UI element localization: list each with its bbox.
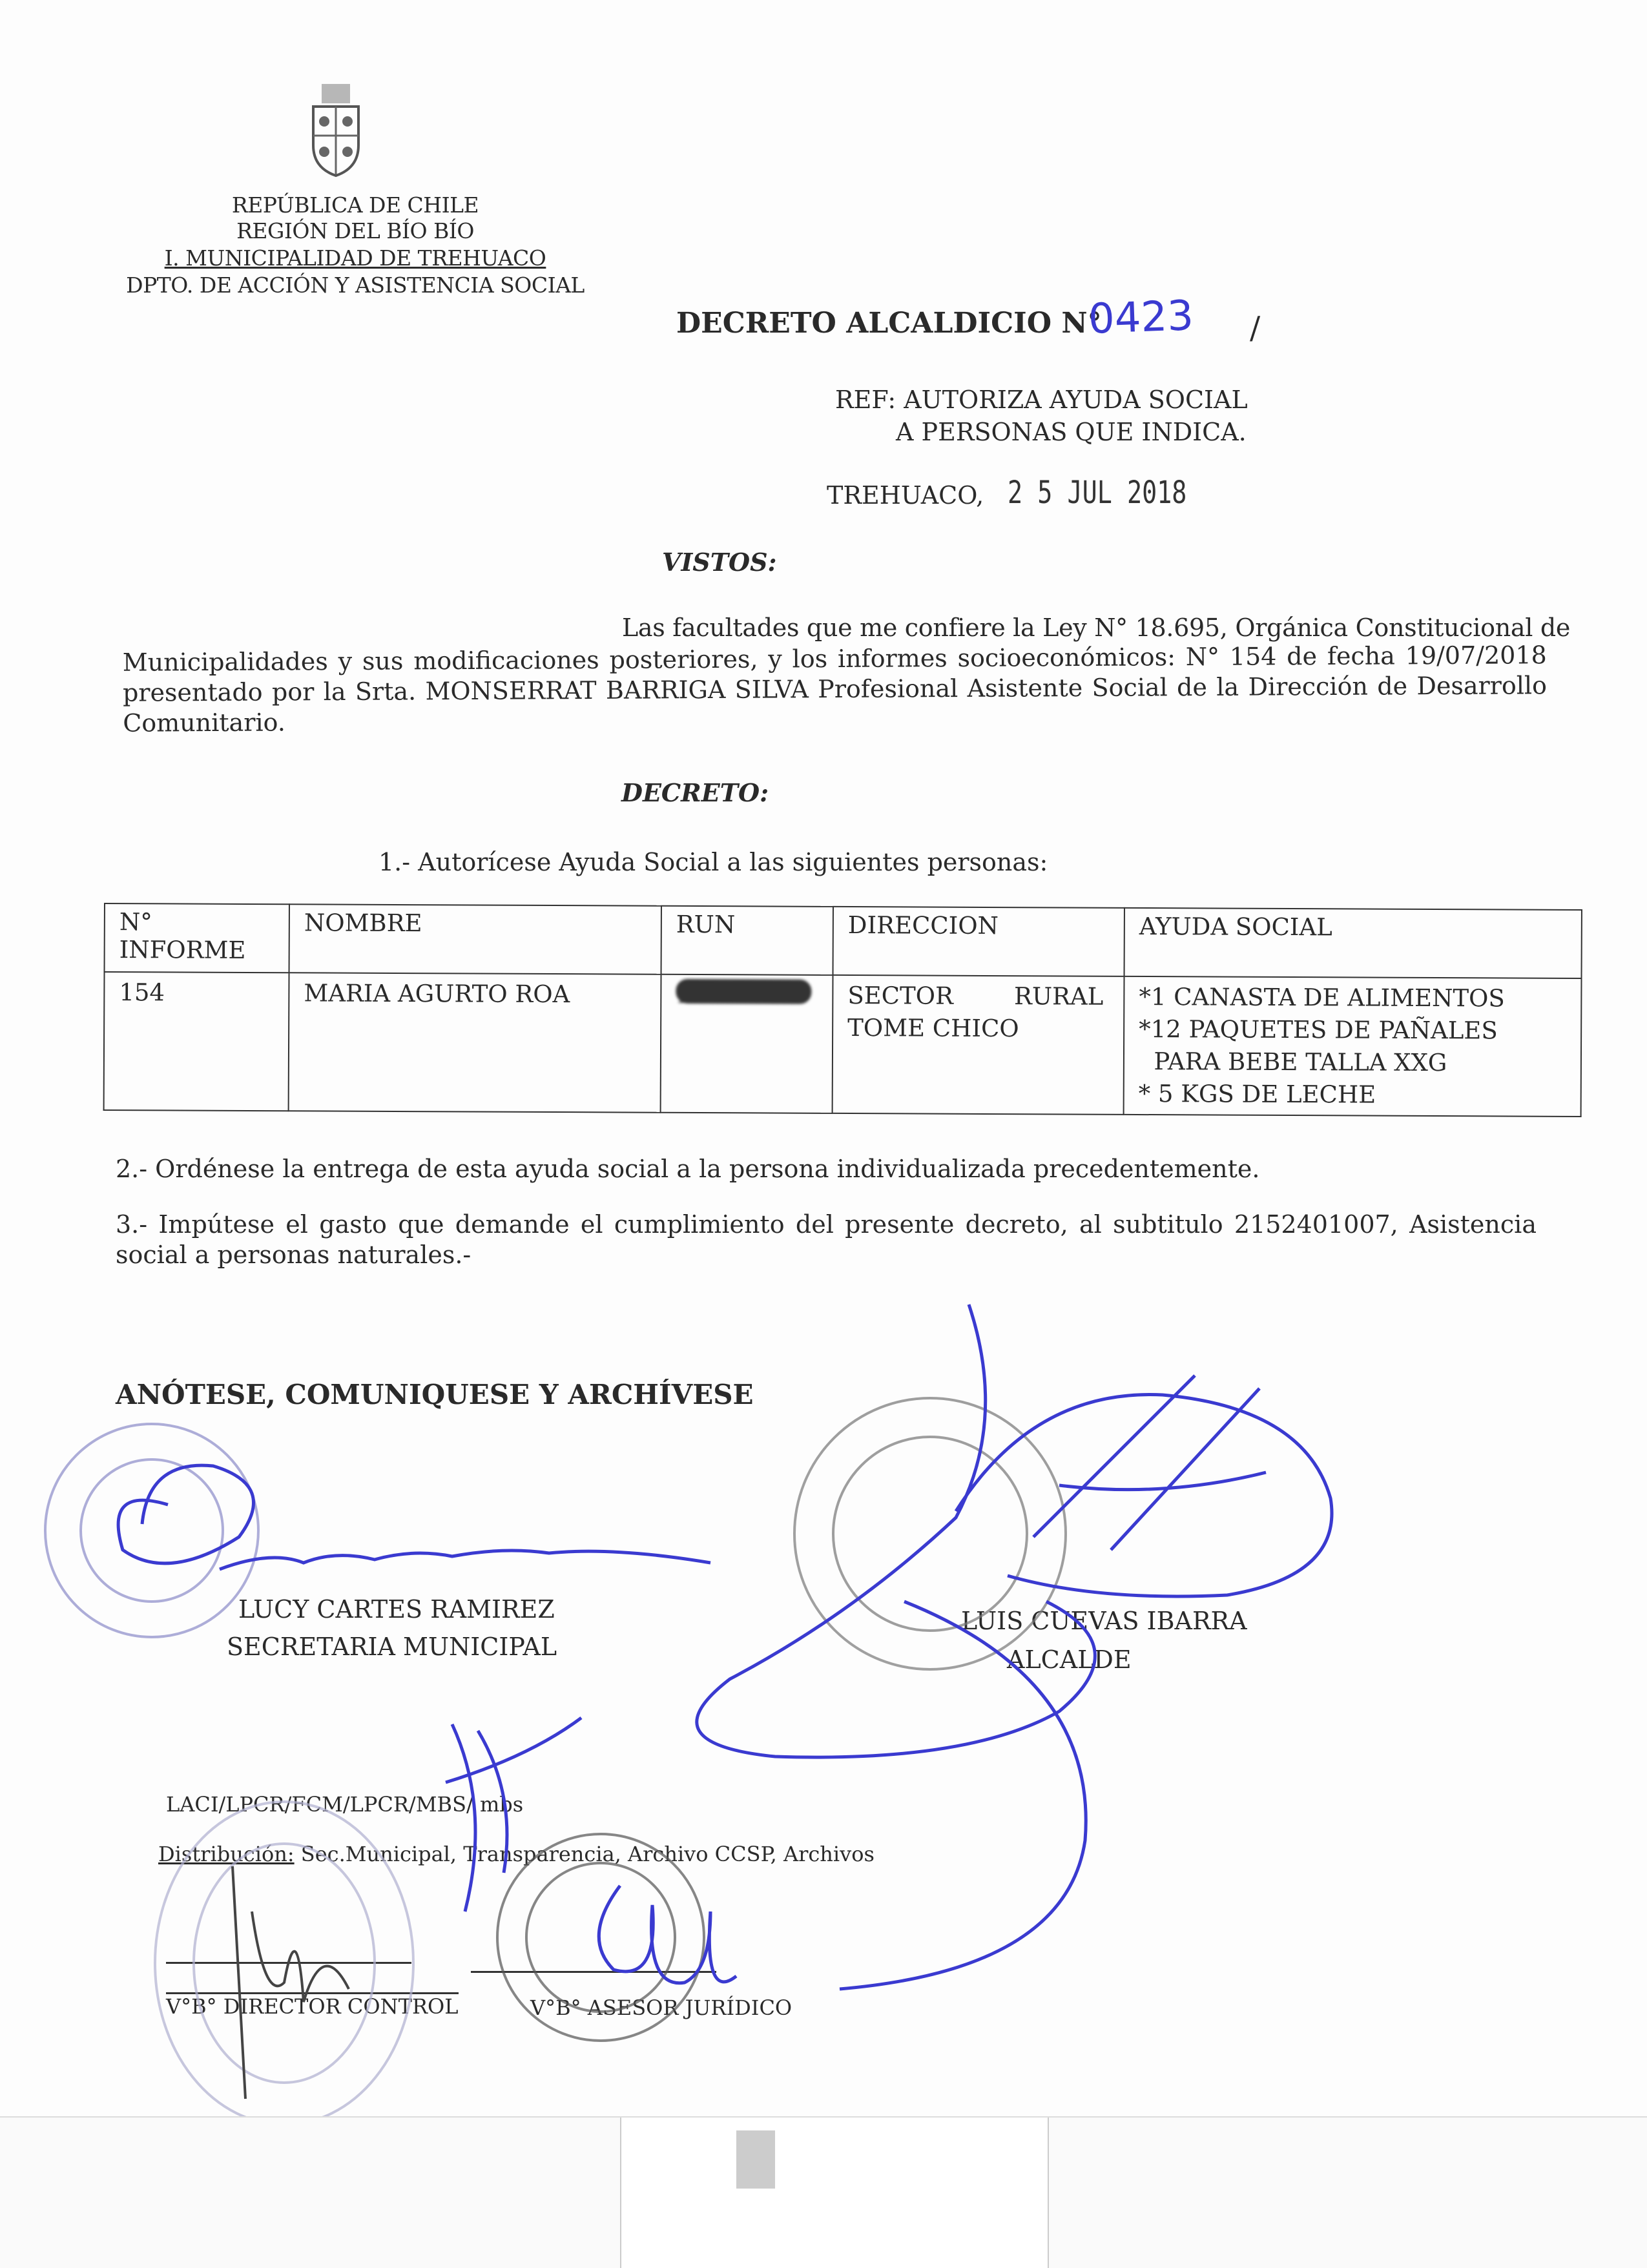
- mayor-title: ALCALDE: [1007, 1645, 1132, 1674]
- mayor-name: LUIS CUEVAS IBARRA: [961, 1607, 1247, 1635]
- decreto-item-1: 1.- Autorícese Ayuda Social a las siguientes personas:: [378, 848, 1048, 876]
- decree-slash: /: [1250, 310, 1261, 346]
- date-stamp: 2 5 JUL 2018: [1008, 475, 1187, 511]
- cell-nombre: MARIA AGURTO ROA: [289, 973, 661, 1113]
- header-departamento: DPTO. DE ACCIÓN Y ASISTENCIA SOCIAL: [126, 273, 585, 298]
- header-region: REGIÓN DEL BÍO BÍO: [236, 218, 474, 243]
- vistos-text: Municipalidades y sus modificaciones posteriores, y los informes socioeconómicos: N° 154 de fecha 19/07/2018 presentado por la Srta. MONSERRAT BARRIGA SILVA Profesional Asistente Social de la Dirección de Desarrollo Comunitario.: [122, 641, 1548, 737]
- vistos-text-first: Las facultades que me confiere la Ley N° 18.695, Orgánica Constitucional de: [622, 613, 1571, 642]
- vb-director-control: V°B° DIRECTOR CONTROL: [166, 1992, 459, 2019]
- secretary-title: SECRETARIA MUNICIPAL: [227, 1633, 557, 1661]
- decreto-item-2: 2.- Ordénese la entrega de esta ayuda social a la persona individualizada precedentemente.: [116, 1155, 1260, 1183]
- initials: LACI/LPCR/FCM/LPCR/MBS/ mbs: [166, 1792, 524, 1817]
- binder-clip-icon: [736, 2130, 775, 2189]
- header-republica: REPÚBLICA DE CHILE: [231, 192, 479, 218]
- closing-formula: ANÓTESE, COMUNIQUESE Y ARCHÍVESE: [116, 1379, 754, 1410]
- col-direccion: DIRECCION: [833, 907, 1124, 976]
- stamp-secretario: [45, 1424, 258, 1637]
- distribution: Distribución: Sec.Municipal, Transparencia, Archivo CCSP, Archivos: [158, 1842, 875, 1866]
- col-ayuda: AYUDA SOCIAL: [1124, 908, 1582, 978]
- stamp-juridico: [497, 1834, 704, 2041]
- redacted-run: 13128538-8: [676, 979, 811, 1004]
- secretary-name: LUCY CARTES RAMIREZ: [238, 1595, 555, 1624]
- stamp-alcalde: [794, 1398, 1066, 1669]
- vistos-heading: VISTOS:: [662, 548, 777, 577]
- decreto-item-3: 3.- Impútese el gasto que demande el cumplimiento del presente decreto, al subtitulo 2152401007, Asistencia social a personas naturales.-: [116, 1210, 1537, 1269]
- cell-informe: 154: [104, 972, 289, 1111]
- header-municipalidad: I. MUNICIPALIDAD DE TREHUACO: [164, 245, 546, 271]
- decreto-heading: DECRETO:: [621, 778, 769, 807]
- col-informe: N° INFORME: [105, 903, 289, 973]
- cell-direccion: SECTOR RURAL TOME CHICO: [833, 975, 1124, 1115]
- ref-line-1: REF: AUTORIZA AYUDA SOCIAL: [835, 386, 1248, 414]
- handwritten-signatures: [118, 1304, 1332, 1989]
- col-run: RUN: [661, 906, 833, 975]
- ref-line-2: A PERSONAS QUE INDICA.: [896, 418, 1247, 446]
- place: TREHUACO,: [827, 481, 984, 510]
- vb-asesor-juridico: V°B° ASESOR JURÍDICO: [530, 1995, 792, 2020]
- decree-number: 0423: [1087, 292, 1195, 344]
- scan-bottom-margin: [0, 2116, 1647, 2268]
- col-nombre: NOMBRE: [289, 904, 661, 974]
- cell-ayuda: *1 CANASTA DE ALIMENTOS *12 PAQUETES DE PAÑALES PARA BEBE TALLA XXG * 5 KGS DE LECHE: [1124, 976, 1582, 1117]
- decree-title: DECRETO ALCALDICIO N°: [676, 307, 1102, 340]
- stamp-control: [155, 1802, 413, 2125]
